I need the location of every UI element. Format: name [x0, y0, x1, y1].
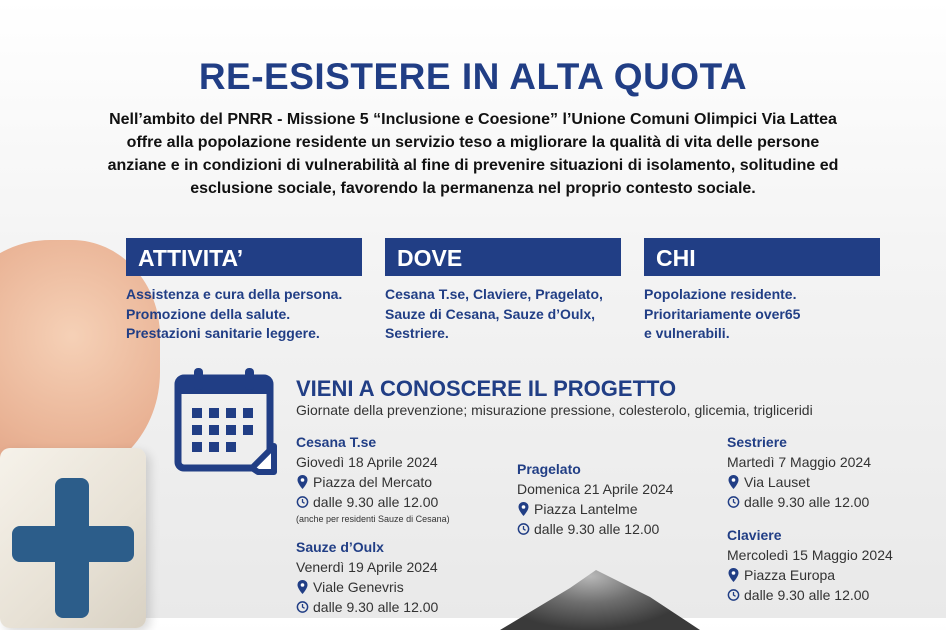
event-claviere: Claviere Mercoledì 15 Maggio 2024 Piazza Europa dalle 9.30 alle 12.00	[727, 527, 893, 603]
clock-icon	[296, 495, 309, 509]
event-pragelato: Pragelato Domenica 21 Aprile 2024 Piazza Lantelme dalle 9.30 alle 12.00	[517, 461, 674, 537]
event-sauze-oulx: Sauze d’Oulx Venerdì 19 Aprile 2024 Viale Genevris dalle 9.30 alle 12.00	[296, 539, 439, 615]
page-title: RE-ESISTERE IN ALTA QUOTA	[198, 56, 748, 97]
medical-cross-cube-image	[0, 448, 146, 628]
box-heading-dove: DOVE	[385, 238, 621, 276]
location-pin-icon	[296, 580, 309, 594]
location-pin-icon	[727, 568, 740, 582]
box-heading-chi: CHI	[644, 238, 880, 276]
location-pin-icon	[727, 475, 740, 489]
box-text-attivita: Assistenza e cura della persona. Promozione della salute. Prestazioni sanitarie leggere.	[126, 286, 343, 341]
project-heading: VIENI A CONOSCERE IL PROGETTO	[296, 376, 677, 401]
box-heading-attivita: ATTIVITA’	[126, 238, 362, 276]
clock-icon	[296, 600, 309, 614]
mountain-image	[500, 570, 700, 630]
event-sestriere: Sestriere Martedì 7 Maggio 2024 Via Lauset dalle 9.30 alle 12.00	[727, 434, 871, 510]
event-cesana: Cesana T.se Giovedì 18 Aprile 2024 Piazza del Mercato dalle 9.30 alle 12.00 (anche per residenti Sauze di Cesana)	[296, 434, 450, 524]
calendar-icon	[174, 366, 284, 476]
location-pin-icon	[296, 475, 309, 489]
box-text-dove: Cesana T.se, Claviere, Pragelato, Sauze di Cesana, Sauze d’Oulx, Sestriere.	[385, 286, 603, 341]
intro-text: Nell’ambito del PNRR - Missione 5 “Inclusione e Coesione” l’Unione Comuni Olimpici Via Lattea offre alla popolazione residente un servizio teso a migliorare la qualità di vita delle persone anziane e in condizioni di vulnerabilità al fine di prevenire situazioni di isolamento, solitudine ed esclusione sociale, favorendo la permanenza nel proprio contesto sociale.	[107, 111, 839, 197]
box-text-chi: Popolazione residente. Prioritariamente over65 e vulnerabili.	[644, 286, 801, 341]
clock-icon	[517, 522, 530, 536]
clock-icon	[727, 588, 740, 602]
location-pin-icon	[517, 502, 530, 516]
clock-icon	[727, 495, 740, 509]
hand-image	[0, 240, 160, 480]
project-subtitle: Giornate della prevenzione; misurazione pressione, colesterolo, glicemia, trigliceridi	[296, 402, 813, 418]
